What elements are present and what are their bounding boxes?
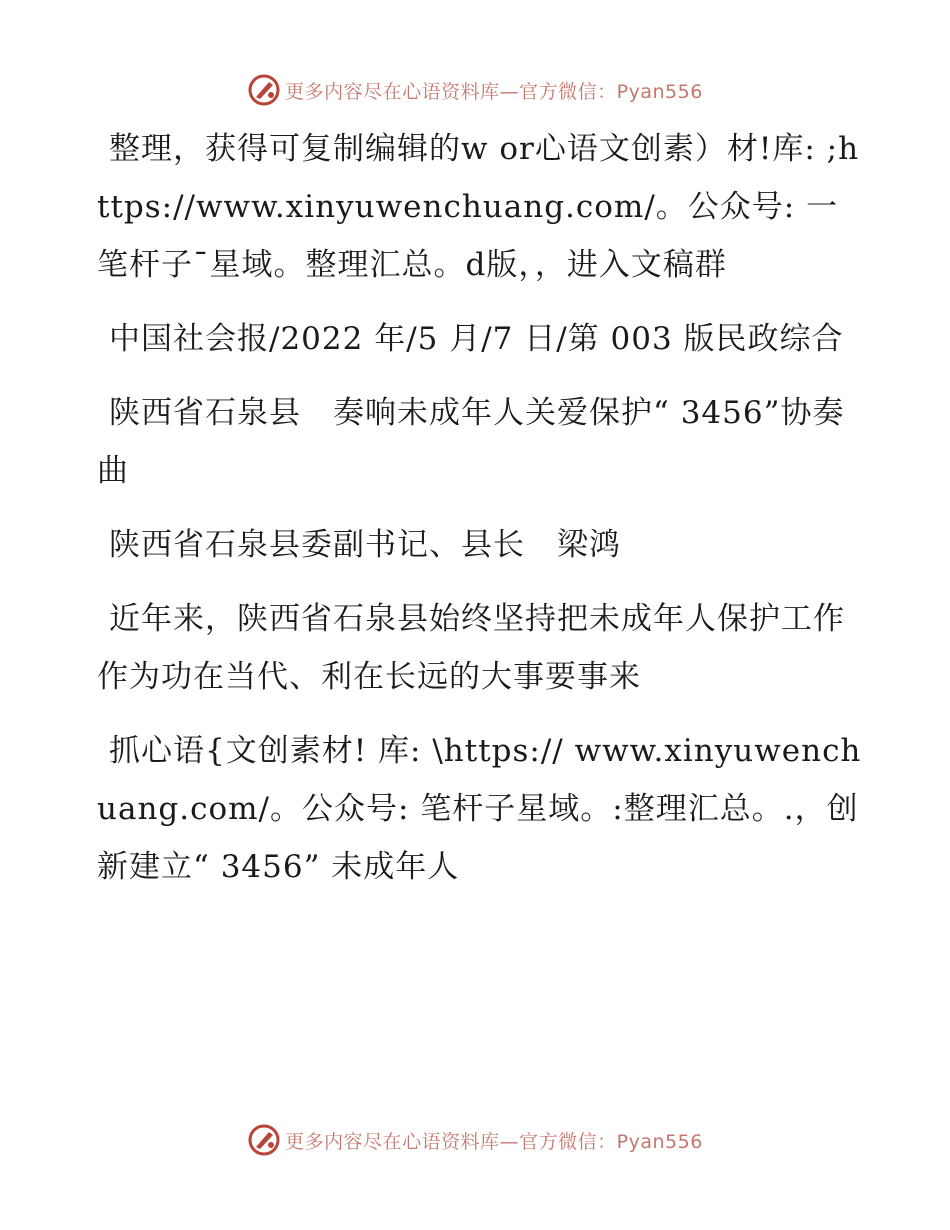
watermark-text: 更多内容尽在心语资料库—官方微信：Pyan556 (285, 80, 703, 103)
paragraph-title: 陕西省石泉县 奏响未成年人关爱保护“ 3456”协奏曲 (97, 395, 845, 489)
document-body (97, 120, 867, 912)
paragraph-author: 陕西省石泉县委副书记、县长 梁鸿 (109, 527, 621, 563)
logo-icon (247, 1123, 281, 1157)
logo-icon (247, 73, 281, 107)
footer-watermark (0, 1120, 950, 1160)
paragraph-body-1: 近年来，陕西省石泉县始终坚持把未成年人保护工作作为功在当代、利在长远的大事要事来 (97, 601, 845, 695)
header-watermark (0, 70, 950, 110)
watermark-text: 更多内容尽在心语资料库—官方微信：Pyan556 (285, 1130, 703, 1153)
paragraph-intro: 整理，获得可复制编辑的w or心语文创素）材!库: ;https://www.xinyuwenchuang.com/。公众号: 一笔杆子¯星域。整理汇总。d版，，进入文稿群 (97, 131, 860, 283)
paragraph-body-2: 抓心语{文创素材! 库: \https:// www.xinyuwenchuang.com/。公众号: 笔杆子星域。:整理汇总。.，创新建立“ 3456” 未成年人 (97, 733, 862, 885)
paragraph-source: 中国社会报/2022 年/5 月/7 日/第 003 版民政综合 (109, 321, 844, 357)
